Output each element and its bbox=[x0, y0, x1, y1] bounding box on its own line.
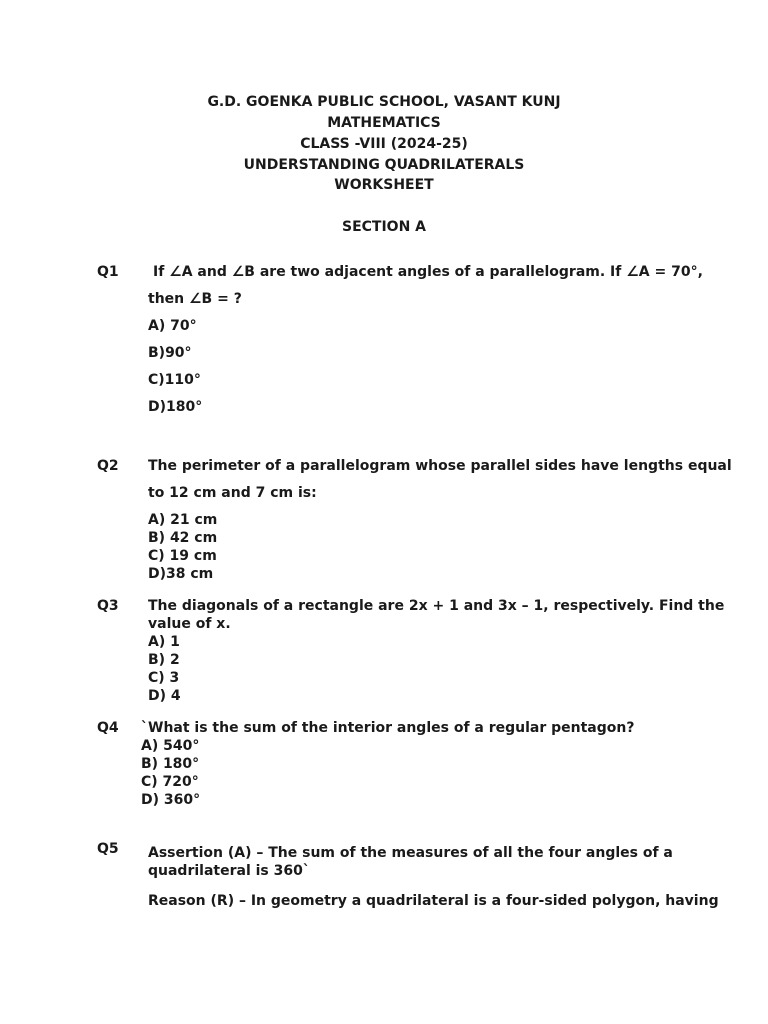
option: D) 4 bbox=[148, 688, 181, 704]
question-text: The diagonals of a rectangle are 2x + 1 and 3x – 1, respectively. Find the bbox=[148, 598, 725, 614]
question-text: Assertion (A) – The sum of the measures of all the four angles of a bbox=[148, 845, 673, 861]
school-name: G.D. GOENKA PUBLIC SCHOOL, VASANT KUNJ bbox=[207, 94, 561, 110]
option: C) 720° bbox=[141, 774, 199, 790]
option: A) 70° bbox=[148, 318, 197, 334]
question-number: Q1 bbox=[97, 264, 119, 280]
option: A) 540° bbox=[141, 738, 200, 754]
question-number: Q3 bbox=[97, 598, 119, 614]
question-text: The perimeter of a parallelogram whose parallel sides have lengths equal bbox=[148, 458, 732, 474]
question-text: If ∠A and ∠B are two adjacent angles of a parallelogram. If ∠A = 70°, bbox=[153, 264, 703, 280]
option: A) 1 bbox=[148, 634, 180, 650]
question-number: Q4 bbox=[97, 720, 119, 736]
option: B) 180° bbox=[141, 756, 200, 772]
chapter-title: UNDERSTANDING QUADRILATERALS bbox=[243, 157, 525, 173]
option: C) 3 bbox=[148, 670, 180, 686]
section-heading: SECTION A bbox=[341, 219, 426, 235]
question-text: quadrilateral is 360` bbox=[148, 863, 310, 879]
worksheet-title: WORKSHEET bbox=[334, 177, 434, 193]
question-text: to 12 cm and 7 cm is: bbox=[148, 485, 317, 501]
option: D) 360° bbox=[141, 792, 201, 808]
option: D)180° bbox=[148, 399, 203, 415]
option: B) 2 bbox=[148, 652, 180, 668]
option: A) 21 cm bbox=[148, 512, 218, 528]
question-text: value of x. bbox=[148, 616, 231, 632]
question-number: Q5 bbox=[97, 841, 119, 857]
option: C)110° bbox=[148, 372, 201, 388]
option: B) 42 cm bbox=[148, 530, 218, 546]
question-text: `What is the sum of the interior angles of a regular pentagon? bbox=[141, 720, 635, 736]
class-title: CLASS -VIII (2024-25) bbox=[300, 136, 468, 152]
option: C) 19 cm bbox=[148, 548, 217, 564]
subject-title: MATHEMATICS bbox=[327, 115, 441, 131]
option: D)38 cm bbox=[148, 566, 214, 582]
option: B)90° bbox=[148, 345, 192, 361]
question-text: then ∠B = ? bbox=[148, 291, 242, 307]
question-text: Reason (R) – In geometry a quadrilateral is a four-sided polygon, having bbox=[148, 893, 719, 909]
question-number: Q2 bbox=[97, 458, 119, 474]
